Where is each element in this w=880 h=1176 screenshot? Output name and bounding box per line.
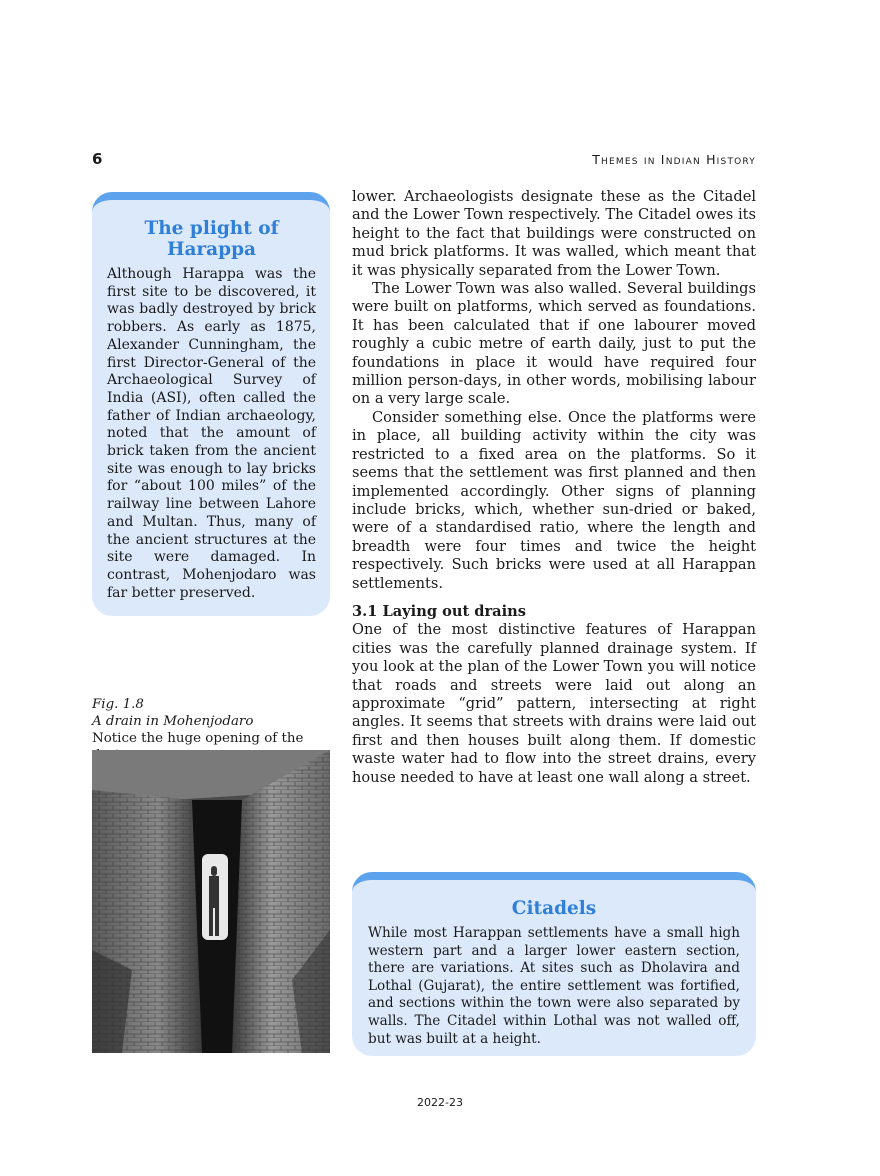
main-text-column [352, 188, 756, 787]
figure-label: Fig. 1.8 [92, 697, 144, 712]
citadels-box-body: While most Harappan settlements have a small high western part and a larger lower eastern section, there are variations. At sites such as Dholavira and Lothal (Gujarat), the entire settlement was fortified, and sections within the town were also separated by walls. The Citadel within Lothal was not walled off, but was built at a height. [368, 925, 740, 1047]
sidebar-box-body: Although Harappa was the first site to be discovered, it was badly destroyed by brick robbers. As early as 1875, Alexander Cunningham, the first Director-General of the Archaeological Survey of India (ASI), often called the father of Indian archaeology, noted that the amount of brick taken from the ancient site was enough to lay bricks for “about 100 miles” of the railway line between Lahore and Multan. Thus, many of the ancient structures at the site were damaged. In contrast, Mohenjodaro was far better preserved. [107, 266, 316, 601]
figure-note: Notice the huge opening of the [92, 731, 304, 746]
section-heading-laying-out-drains: 3.1 Laying out drains [352, 602, 526, 620]
paragraph-drains: One of the most distinctive features of Harappan cities was the carefully planned drainage system. If you look at the plan of the Lower Town you will notice that roads and streets were laid out along an approximate “grid” pattern, intersecting at right angles. It seems that streets with drains were laid out first and then houses built along them. If domestic waste water had to flow into the street drains, every house needed to have at least one wall along a street. [352, 621, 756, 786]
citadels-box-title: Citadels [511, 898, 597, 919]
sidebar-box-title: The plight of Harappa [144, 218, 279, 260]
running-head: Themes in Indian History [592, 152, 756, 167]
sidebar-box-plight-of-harappa [92, 192, 330, 616]
paragraph-lower-town: The Lower Town was also walled. Several buildings were built on platforms, which served as foundations. It has been calculated that if one labourer moved roughly a cubic metre of earth daily, just to put the foundations in place it would have required four million person-days, in other words, mobilising labour on a very large scale. [352, 280, 756, 408]
paragraph-planning: Consider something else. Once the platforms were in place, all building activity within the city was restricted to a fixed area on the platforms. So it seems that the settlement was first planned and then implemented accordingly. Other signs of planning include bricks, which, whether sun-dried or baked, were of a standardised ratio, where the length and breadth were four times and twice the height respectively. Such bricks were used at all Harappan settlements. [352, 408, 756, 592]
paragraph-citadel-intro: lower. Archaeologists designate these as the Citadel and the Lower Town respectively. The Citadel owes its height to the fact that buildings were constructed on mud brick platforms. It was walled, which meant that it was physically separated from the Lower Town. [352, 188, 756, 279]
page-number: 6 [92, 150, 103, 168]
footer-year: 2022-23 [417, 1096, 463, 1109]
sidebar-box-citadels [352, 872, 756, 1056]
figure-title: A drain in Mohenjodaro [92, 714, 254, 729]
drain-photo [92, 750, 330, 1053]
